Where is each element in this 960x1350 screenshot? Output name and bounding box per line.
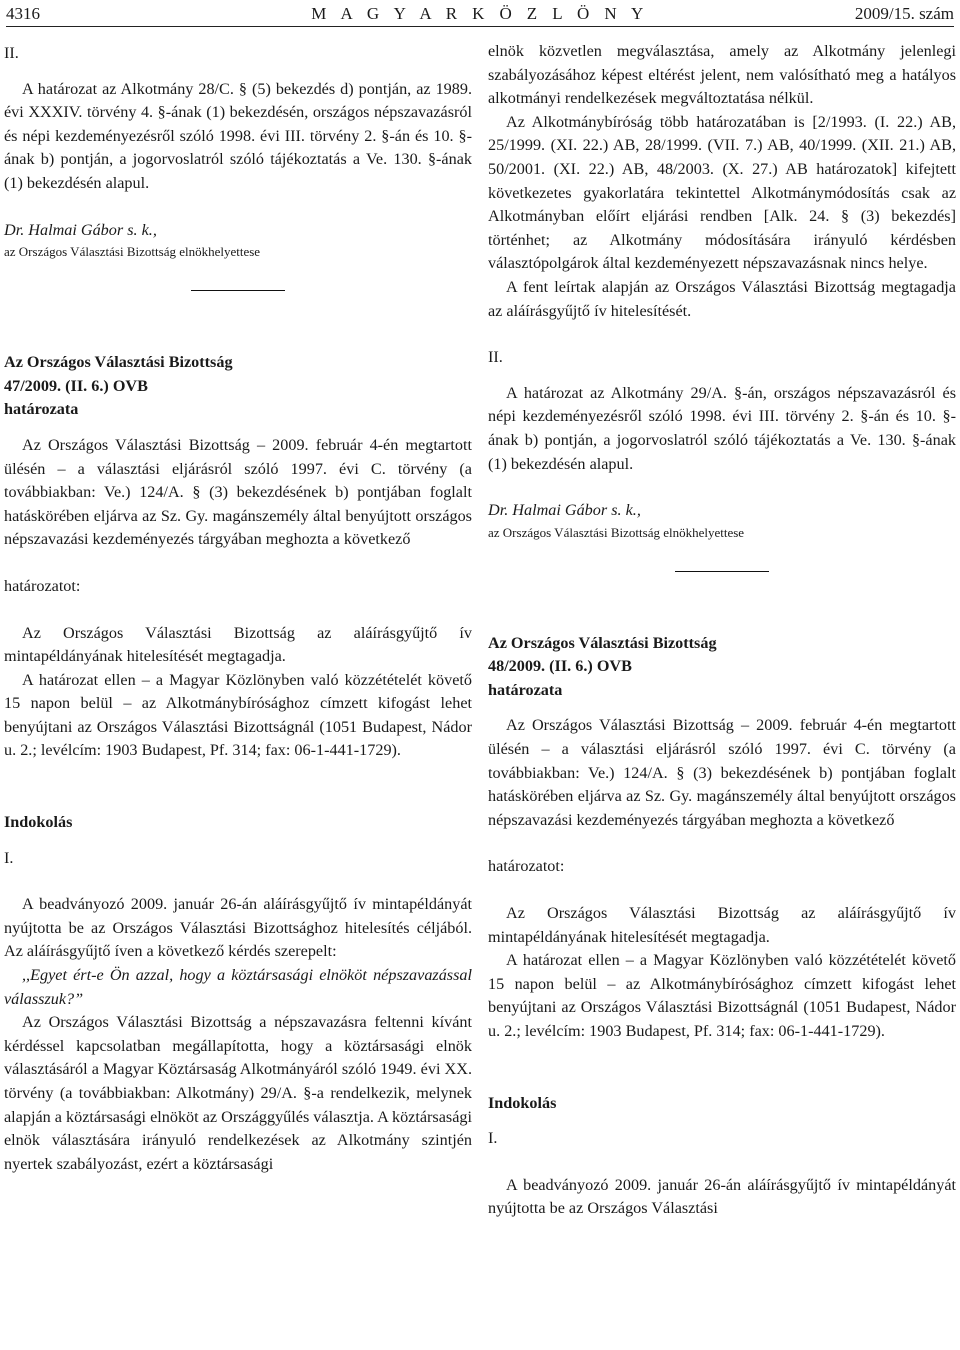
signature-name: Dr. Halmai Gábor s. k., (4, 220, 157, 239)
section-number: II. (4, 44, 19, 62)
appeal-paragraph: A határozat ellen – a Magyar Közlönyben való közzétételét követő 15 napon belül – az Alkotmánybírósághoz címzett kifogást lehet benyújtani az Országos Választási Bizottságnál (1051 Budapest, Nádor u. 2.; levélcím: 1903 Budapest, Pf. 314; fax: 06-1-441-1729). (488, 951, 956, 1040)
decision-paragraph: Az Országos Választási Bizottság az aláírásgyűjtő ív mintapéldányának hitelesítését megtagadja. (4, 623, 472, 666)
resolution-title: Az Országos Választási Bizottság (4, 353, 233, 372)
intro-paragraph: Az Országos Választási Bizottság – 2009. február 4-én megtartott ülésén – a választási eljárásról szóló 1997. évi C. törvény (a továbbiakban: Ve.) 124/A. § (3) bekezdésének b) pontjában foglalt hatáskörében eljárva az Sz. Gy. magánszemély által benyújtott országos népszavazási kezdeményezés tárgyában meghozta a következő (488, 716, 956, 829)
precedent-paragraph: Az Alkotmánybíróság több határozatában is [2/1993. (I. 22.) AB, 25/1999. (XI. 22.) AB, 28/1999. (VII. 7.) AB, 40/1999. (XII. 21.) AB, 50/2001. (XI. 22.) AB, 48/2003. (X. 27.) AB határozatok] kifejtett következetes gyakorlatára tekintettel Alkotmánymódosítás csak az Alkotmányban előírt eljárási rendben [Alk. 24. § (3) bekezdés] történhet; az Alkotmány módosítására irányuló kérdésben választópolgárok által kezdeményezett népszavazásnak nincs helye. (488, 112, 956, 273)
intro-paragraph: Az Országos Választási Bizottság – 2009. február 4-én megtartott ülésén – a választási eljárásról szóló 1997. évi C. törvény (a továbbiakban: Ve.) 124/A. § (3) bekezdésének b) pontjában foglalt hatáskörében eljárva az Sz. Gy. magánszemély által benyújtott országos népszavazási kezdeményezés tárgyában meghozta a következő (4, 435, 472, 549)
signature-name: Dr. Halmai Gábor s. k., (488, 501, 641, 520)
page-number: 4316 (6, 4, 40, 23)
resolution-number: 47/2009. (II. 6.) OVB (4, 376, 148, 395)
signature-role: az Országos Választási Bizottság elnökhelyettese (488, 524, 745, 540)
reasoning-heading: Indokolás (488, 1093, 557, 1112)
reasoning-section-number: I. (4, 848, 14, 867)
resolution-label: határozata (488, 680, 563, 699)
resolution-title: Az Országos Választási Bizottság (488, 633, 717, 652)
page-header (6, 2, 954, 27)
decision-paragraph: Az Országos Választási Bizottság az aláírásgyűjtő ív mintapéldányának hitelesítését megtagadja. (488, 904, 956, 946)
appeal-paragraph: A határozat ellen – a Magyar Közlönyben való közzétételét követő 15 napon belül – az Alkotmánybírósághoz címzett kifogást lehet benyújtani az Országos Választási Bizottságnál (1051 Budapest, Nádor u. 2.; levélcím: 1903 Budapest, Pf. 314; fax: 06-1-441-1729). (4, 670, 472, 760)
legal-basis-paragraph: A határozat az Alkotmány 28/C. § (5) bekezdés d) pontján, az 1989. évi XXXIV. törvény 4. §-ának (1) bekezdésén, országos népszavazásról és népi kezdeményezésről szóló 1998. évi III. törvény 2. §-án és 10. §-ának b) pontján, a jogorvoslatról szóló tájékoztatás a Ve. 130. §-ának (1) bekezdésén alapul. (4, 79, 472, 192)
resolution-label: határozata (4, 400, 79, 419)
divider (191, 290, 285, 291)
reasoning-paragraph: A beadványozó 2009. január 26-án aláírásgyűjtő ív mintapéldányát nyújtotta be az Országos Választási (488, 1175, 956, 1218)
reasoning-paragraph: Az Országos Választási Bizottság a népszavazásra feltenni kívánt kérdéssel kapcsolatban megállapította, hogy a köztársasági elnök választásáról a Magyar Köztársaság Alkotmányáról szóló 1949. évi XX. törvény (a továbbiakban: Alkotmány) 29/A. §-a rendelkezik, melynek alapján a köztársasági elnököt az Országgyűlés választja. A köztársasági elnök választására irányuló rendelkezések az Alkotmány szintjén nyertek szabályozást, ezért a köztársasági (4, 1013, 472, 1173)
issue-number: 2009/15. szám (854, 4, 954, 23)
right-column (488, 40, 956, 1221)
signature-role: az Országos Választási Bizottság elnökhelyettese (4, 244, 261, 260)
divider (675, 571, 769, 572)
continued-paragraph: elnök közvetlen megválasztása, amely az Alkotmány jelenlegi szabályozásához képest eltérést jelent, nem valósítható meg a hatályos alkotmányi rendelkezések megváltoztatása nélkül. (488, 42, 956, 108)
resolution-number: 48/2009. (II. 6.) OVB (488, 657, 632, 676)
conclusion-paragraph: A fent leírtak alapján az Országos Választási Bizottság megtagadja az aláírásgyűjtő ív hitelesítését. (488, 277, 956, 320)
decision-heading: határozatot: (488, 857, 565, 876)
reasoning-paragraph: A beadványozó 2009. január 26-án aláírásgyűjtő ív mintapéldányát nyújtotta be az Országos Választási Bizottsághoz hitelesítés céljából. Az aláírásgyűjtő íven a következő kérdés szerepelt: (4, 895, 472, 961)
decision-heading: határozatot: (4, 576, 81, 595)
journal-title: M A G Y A R K Ö Z L Ö N Y (311, 4, 649, 23)
reasoning-heading: Indokolás (4, 813, 73, 832)
reasoning-section-number: I. (488, 1129, 498, 1148)
section-number: II. (488, 348, 503, 367)
question-quote: ,,Egyet ért-e Ön azzal, hogy a köztársasági elnököt népszavazással válasszuk?” (4, 966, 472, 1008)
left-column (4, 40, 472, 1176)
legal-basis-paragraph: A határozat az Alkotmány 29/A. §-án, országos népszavazásról és népi kezdeményezésről szóló 1998. évi III. törvény 2. §-án és 10. §-ának b) pontján, a jogorvoslatról szóló tájékoztatás a Ve. 130. §-ának (1) bekezdésén alapul. (488, 383, 956, 473)
